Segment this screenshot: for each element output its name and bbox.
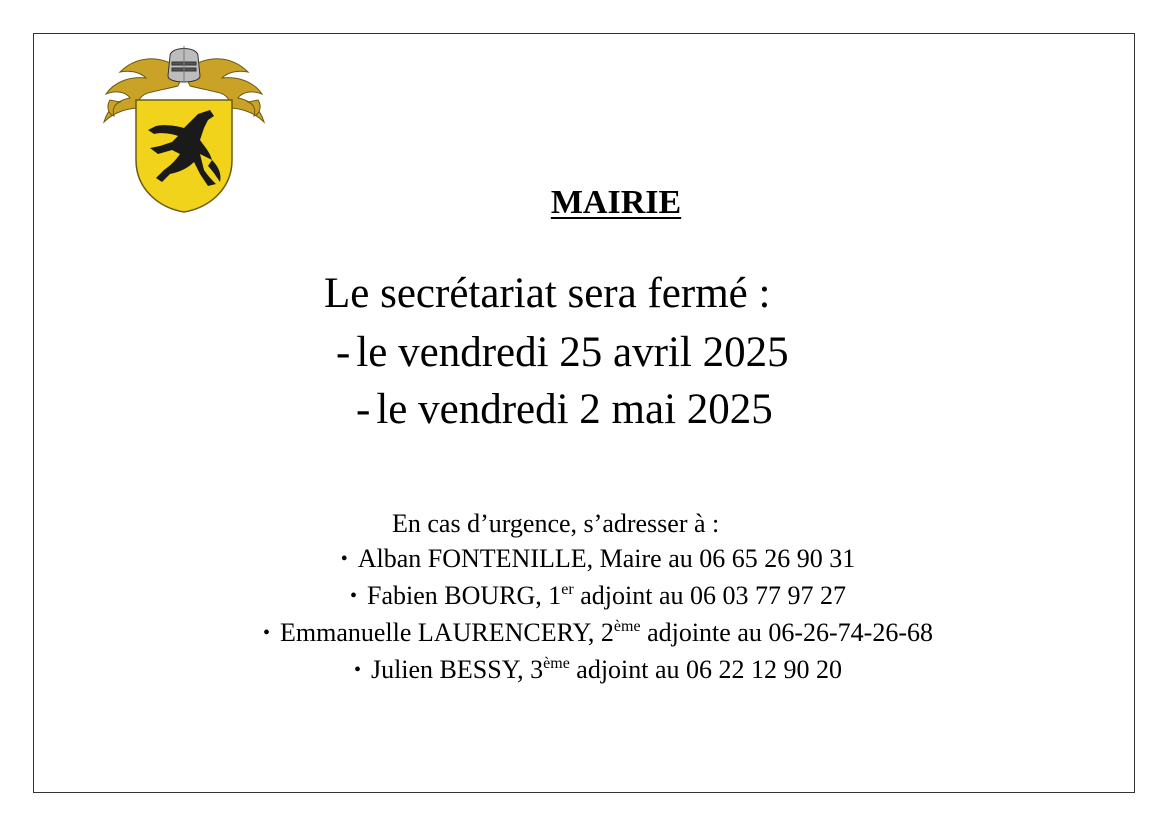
ordinal-suffix: ème: [543, 655, 570, 672]
contact-item: [0, 580, 1169, 611]
closure-date-item: [336, 331, 789, 374]
contact-text: Alban FONTENILLE, Maire au 06 65 26 90 31: [357, 544, 856, 573]
contact-text: Emmanuelle LAURENCERY, 2: [280, 618, 614, 647]
closure-date-item: [356, 388, 773, 431]
bullet-icon: •: [353, 659, 361, 681]
ordinal-suffix: er: [561, 581, 574, 598]
dash-marker: -: [356, 386, 371, 433]
urgency-intro: En cas d’urgence, s’adresser à :: [392, 509, 720, 538]
bullet-icon: •: [340, 548, 348, 570]
closure-intro: Le secrétariat sera fermé :: [324, 270, 771, 317]
contact-text-tail: adjoint au 06 03 77 97 27: [573, 581, 846, 610]
contact-item: [0, 654, 1169, 685]
contact-text: Julien BESSY, 3: [370, 655, 544, 684]
contact-item: [0, 543, 1169, 574]
mairie-heading: MAIRIE: [550, 184, 682, 221]
bullet-icon: •: [263, 622, 271, 644]
contact-text: Fabien BOURG, 1: [367, 581, 562, 610]
contact-item: [0, 617, 1169, 648]
closure-date-text: le vendredi 25 avril 2025: [356, 329, 789, 376]
contact-text-tail: adjoint au 06 22 12 90 20: [569, 655, 843, 684]
dash-marker: -: [336, 329, 351, 376]
contact-text-tail: adjointe au 06-26-74-26-68: [640, 618, 933, 647]
ordinal-suffix: ème: [613, 618, 641, 635]
bullet-icon: •: [350, 585, 358, 607]
closure-date-text: le vendredi 2 mai 2025: [376, 386, 773, 433]
